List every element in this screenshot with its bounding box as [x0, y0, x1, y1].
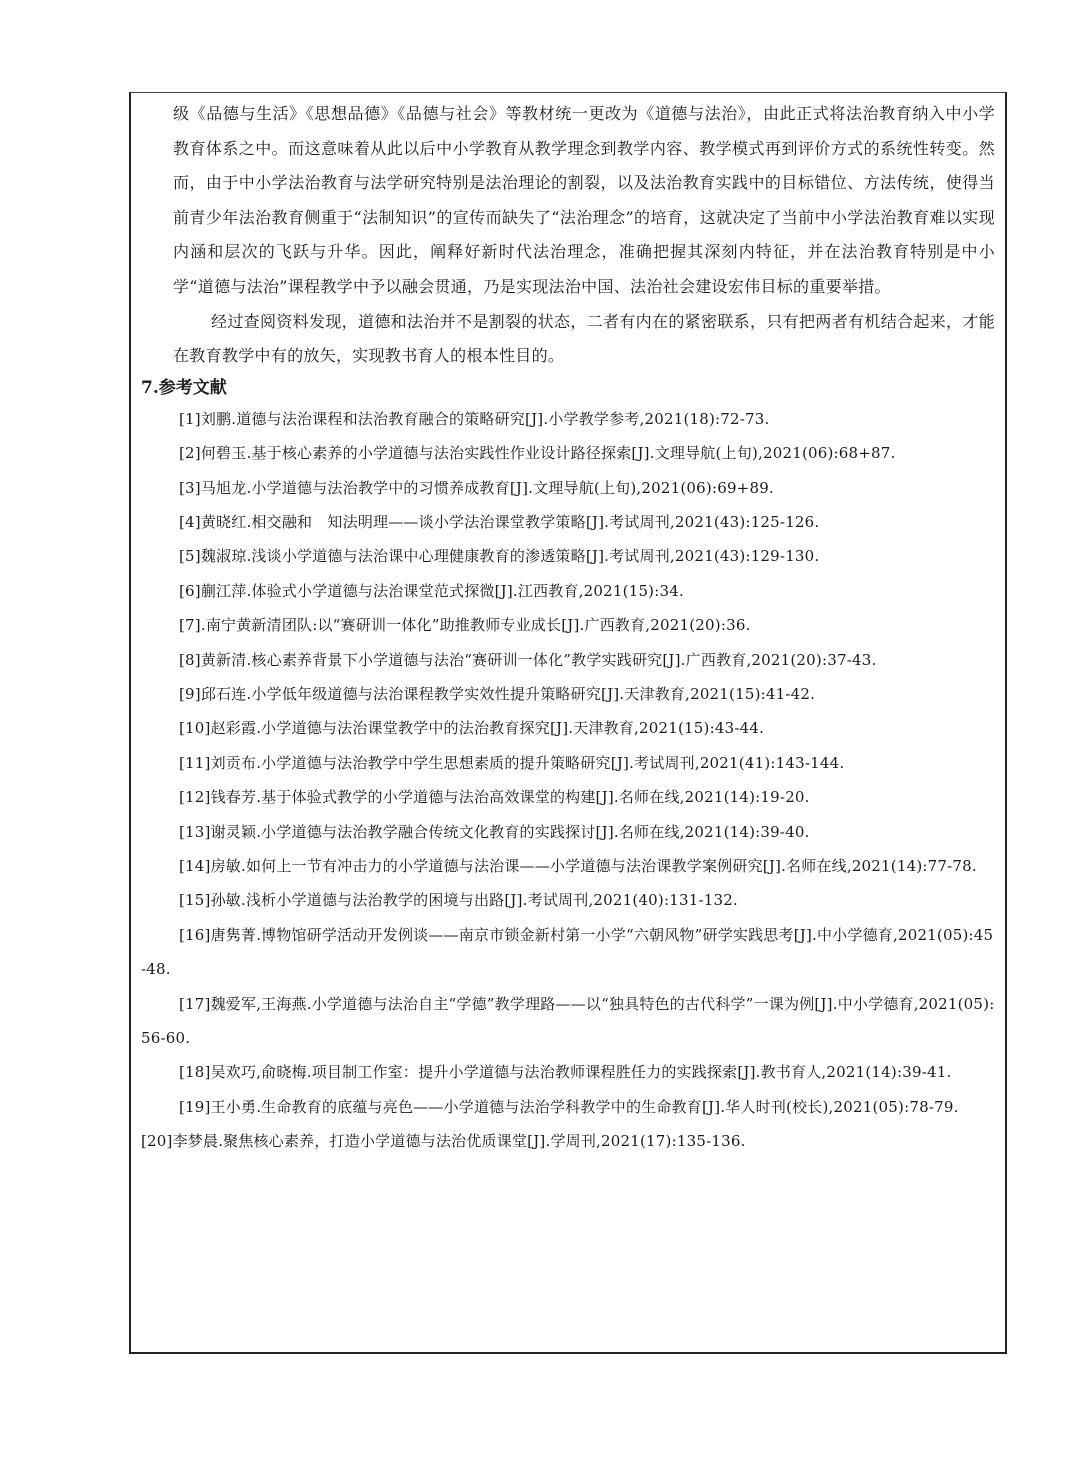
- body-paragraph: 经过查阅资料发现，道德和法治并不是割裂的状态，二者有内在的紧密联系，只有把两者有机结合起来，才能在教育教学中有的放矢，实现教书育人的根本性目的。: [173, 311, 995, 366]
- reference-item: [19]王小勇.生命教育的底蕴与亮色——小学道德与法治学科教学中的生命教育[J].华人时刊(校长),2021(05):78-79.: [179, 1097, 959, 1116]
- reference-item: [3]马旭龙.小学道德与法治教学中的习惯养成教育[J].文理导航(上旬),2021(06):69+89.: [179, 478, 774, 497]
- reference-item: [8]黄新清.核心素养背景下小学道德与法治“赛研训一体化”教学实践研究[J].广西教育,2021(20):37-43.: [179, 650, 877, 669]
- reference-item: [10]赵彩霞.小学道德与法治课堂教学中的法治教育探究[J].天津教育,2021(15):43-44.: [179, 719, 765, 738]
- reference-item: [4]黄晓红.相交融和 知法明理——谈小学法治课堂教学策略[J].考试周刊,2021(43):125-126.: [179, 512, 820, 531]
- reference-item: [6]蒯江萍.体验式小学道德与法治课堂范式探微[J].江西教育,2021(15):34.: [179, 581, 684, 600]
- section-heading: 7.参考文献: [141, 377, 227, 398]
- reference-item: [1]刘鹏.道德与法治课程和法治教育融合的策略研究[J].小学教学参考,2021(18):72-73.: [179, 409, 770, 428]
- reference-item: [2]何碧玉.基于核心素养的小学道德与法治实践性作业设计路径探索[J].文理导航(上旬),2021(06):68+87.: [179, 444, 896, 463]
- reference-item: [13]谢灵颖.小学道德与法治教学融合传统文化教育的实践探讨[J].名师在线,2021(14):39-40.: [179, 822, 810, 841]
- reference-item: [11]刘贡布.小学道德与法治教学中学生思想素质的提升策略研究[J].考试周刊,2021(41):143-144.: [179, 753, 845, 772]
- document-frame: [129, 92, 1007, 1354]
- reference-item: [18]吴欢巧,俞晓梅.项目制工作室：提升小学道德与法治教师课程胜任力的实践探索[J].教书育人,2021(14):39-41.: [179, 1063, 952, 1082]
- reference-item: [14]房敏.如何上一节有冲击力的小学道德与法治课——小学道德与法治课教学案例研究[J].名师在线,2021(14):77-78.: [179, 857, 977, 876]
- reference-item: [16]唐隽菁.博物馆研学活动开发例谈——南京市锁金新村第一小学“六朝风物”研学实践思考[J].中小学德育,2021(05):45-48.: [141, 925, 994, 979]
- reference-item: [17]魏爱军,王海燕.小学道德与法治自主“学德”教学理路——以“独具特色的古代科学”一课为例[J].中小学德育,2021(05):56-60.: [141, 994, 995, 1048]
- reference-item: [5]魏淑琼.浅谈小学道德与法治课中心理健康教育的渗透策略[J].考试周刊,2021(43):129-130.: [179, 547, 820, 566]
- reference-list: [141, 402, 995, 1159]
- body-paragraph: 级《品德与生活》《思想品德》《品德与社会》等教材统一更改为《道德与法治》，由此正式将法治教育纳入中小学教育体系之中。而这意味着从此以后中小学教育从教学理念到教学内容、教学模式再到评价方式的系统性转变。然而，由于中小学法治教育与法学研究特别是法治理论的割裂，以及法治教育实践中的目标错位、方法传统，使得当前青少年法治教育侧重于“法制知识”的宣传而缺失了“法治理念”的培育，这就决定了当前中小学法治教育难以实现内涵和层次的飞跃与升华。因此，阐释好新时代法治理念，准确把握其深刻内特征，并在法治教育特别是中小学“道德与法治”课程教学中予以融会贯通，乃是实现法治中国、法治社会建设宏伟目标的重要举措。: [173, 104, 995, 296]
- reference-item: [7].南宁黄新清团队:以“赛研训一体化”助推教师专业成长[J].广西教育,2021(20):36.: [179, 616, 751, 635]
- reference-item: [15]孙敏.浅析小学道德与法治教学的困境与出路[J].考试周刊,2021(40):131-132.: [179, 891, 738, 910]
- reference-item: [20]李梦晨.聚焦核心素养，打造小学道德与法治优质课堂[J].学周刊,2021(17):135-136.: [141, 1132, 746, 1151]
- reference-item: [9]邱石连.小学低年级道德与法治课程教学实效性提升策略研究[J].天津教育,2021(15):41-42.: [179, 685, 816, 703]
- reference-item: [12]钱春芳.基于体验式教学的小学道德与法治高效课堂的构建[J].名师在线,2021(14):19-20.: [179, 788, 810, 807]
